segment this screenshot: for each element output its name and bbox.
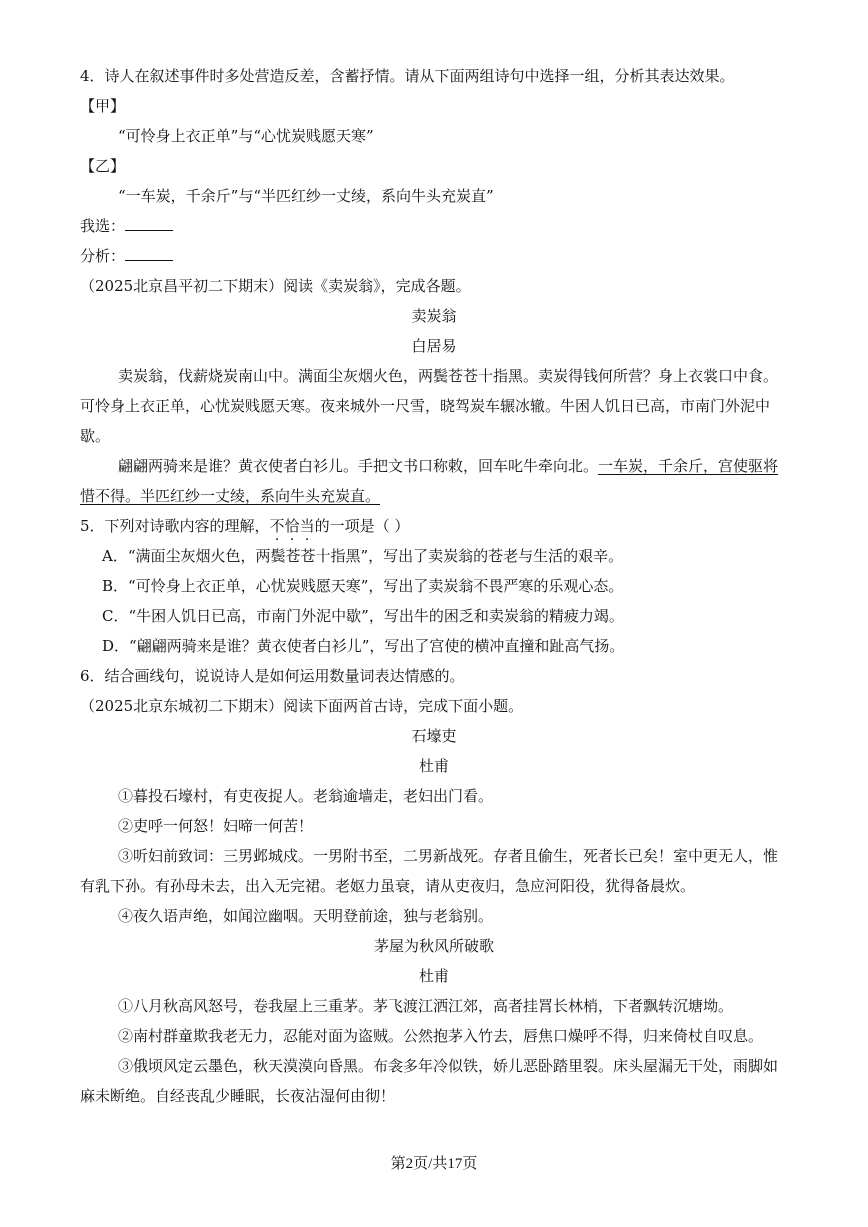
sec1-poem-title: 卖炭翁 <box>411 307 457 325</box>
sec1-p2-line1 <box>118 456 778 476</box>
q4-stem: 4．诗人在叙述事件时多处营造反差，含蓄抒情。请从下面两组诗句中选择一组，分析其表达效果。 <box>80 67 735 85</box>
q4-jia-label: 【甲】 <box>80 97 126 115</box>
q4-jia-text: “可怜身上衣正单”与“心忧炭贱愿天寒” <box>118 127 374 145</box>
q4-analysis <box>80 246 173 266</box>
sec1-p2-line1-plain: 翩翩两骑来是谁？黄衣使者白衫儿。手把文书口称敕，回车叱牛牵向北。 <box>118 457 599 475</box>
poem2-stanza3-line2: 麻未断绝。自经丧乱少睡眠，长夜沾湿何由彻！ <box>80 1087 396 1105</box>
q5-stem <box>80 516 409 536</box>
q5-emphasis-1: 不 <box>269 517 285 535</box>
poem1-stanza4: ④夜久语声绝，如闻泣幽咽。天明登前途，独与老翁别。 <box>118 907 494 925</box>
poem1-stanza1: ①暮投石壕村，有吏夜捉人。老翁逾墙走，老妇出门看。 <box>118 787 494 805</box>
poem1-stanza2: ②吏呼一何怒！妇啼一何苦！ <box>118 817 314 835</box>
sec1-p2-underlined-line2: 惜不得。半匹红纱一丈绫，系向牛头充炭直。 <box>80 487 381 505</box>
q4-choose <box>80 216 173 236</box>
q4-analysis-label: 分析： <box>80 247 126 265</box>
poem2-stanza3-line1: ③俄顷风定云墨色，秋天漠漠向昏黑。布衾多年冷似铁，娇儿恶卧踏里裂。床头屋漏无干处，雨脚如 <box>118 1057 779 1075</box>
sec1-p2-underlined-start: 一车炭，千余斤，宫使驱将 <box>598 457 779 475</box>
q4-analysis-blank <box>125 246 173 261</box>
q5-stem-b: 的一项是（ ） <box>314 517 410 535</box>
sec1-p1-line3: 歇。 <box>80 427 111 445</box>
poem2-stanza2: ②南村群童欺我老无力，忍能对面为盗贼。公然抱茅入竹去，唇焦口燥呼不得，归来倚杖自叹息。 <box>118 1027 764 1045</box>
q4-choose-blank <box>125 216 173 231</box>
poem1-stanza3-line2: 有乳下孙。有孙母未去，出入无完裙。老妪力虽衰，请从吏夜归，急应河阳役，犹得备晨炊。 <box>80 877 696 895</box>
page-number: 第2页/共17页 <box>390 1156 478 1172</box>
q5-option-c: C．“牛困人饥日已高，市南门外泥中歇”，写出牛的困乏和卖炭翁的精疲力竭。 <box>102 607 624 625</box>
poem2-title: 茅屋为秋风所破歌 <box>373 937 494 955</box>
poem1-title: 石壕吏 <box>411 727 457 745</box>
q4-yi-label: 【乙】 <box>80 157 126 175</box>
q5-option-b: B．“可怜身上衣正单，心忧炭贱愿天寒”，写出了卖炭翁不畏严寒的乐观心态。 <box>102 577 624 595</box>
sec1-p1-line2: 可怜身上衣正单，心忧炭贱愿天寒。夜来城外一尺雪，晓驾炭车辗冰辙。牛困人饥日已高，市南门外泥中 <box>80 397 771 415</box>
q5-emphasis-2: 恰 <box>284 517 300 535</box>
poem2-author: 杜甫 <box>418 967 449 985</box>
q4-yi-text: “一车炭，千余斤”与“半匹红纱一丈绫，系向牛头充炭直” <box>118 187 494 205</box>
q6-stem: 6．结合画线句，说说诗人是如何运用数量词表达情感的。 <box>80 667 465 685</box>
sec1-poem-author: 白居易 <box>411 337 457 355</box>
q5-stem-a: 5．下列对诗歌内容的理解， <box>80 517 270 535</box>
poem1-stanza3-line1: ③听妇前致词：三男邺城戍。一男附书至，二男新战死。存者且偷生，死者长已矣！室中更无人，惟 <box>118 847 779 865</box>
q5-option-a: A．“满面尘灰烟火色，两鬓苍苍十指黑”，写出了卖炭翁的苍老与生活的艰辛。 <box>102 547 624 565</box>
q4-choose-label: 我选： <box>80 217 126 235</box>
poem2-stanza1: ①八月秋高风怒号，卷我屋上三重茅。茅飞渡江洒江郊，高者挂罥长林梢，下者飘转沉塘坳。 <box>118 997 734 1015</box>
sec1-p1-line1: 卖炭翁，伐薪烧炭南山中。满面尘灰烟火色，两鬓苍苍十指黑。卖炭得钱何所营？身上衣裳口中食。 <box>118 367 779 385</box>
q5-emphasis-3: 当 <box>299 517 315 535</box>
q5-option-d: D．“翩翩两骑来是谁？黄衣使者白衫儿”，写出了宫使的横冲直撞和趾高气扬。 <box>102 637 625 655</box>
sec2-intro: （2025北京东城初二下期末）阅读下面两首古诗，完成下面小题。 <box>80 697 524 715</box>
poem1-author: 杜甫 <box>418 757 449 775</box>
sec1-intro: （2025北京昌平初二下期末）阅读《卖炭翁》，完成各题。 <box>80 277 471 295</box>
